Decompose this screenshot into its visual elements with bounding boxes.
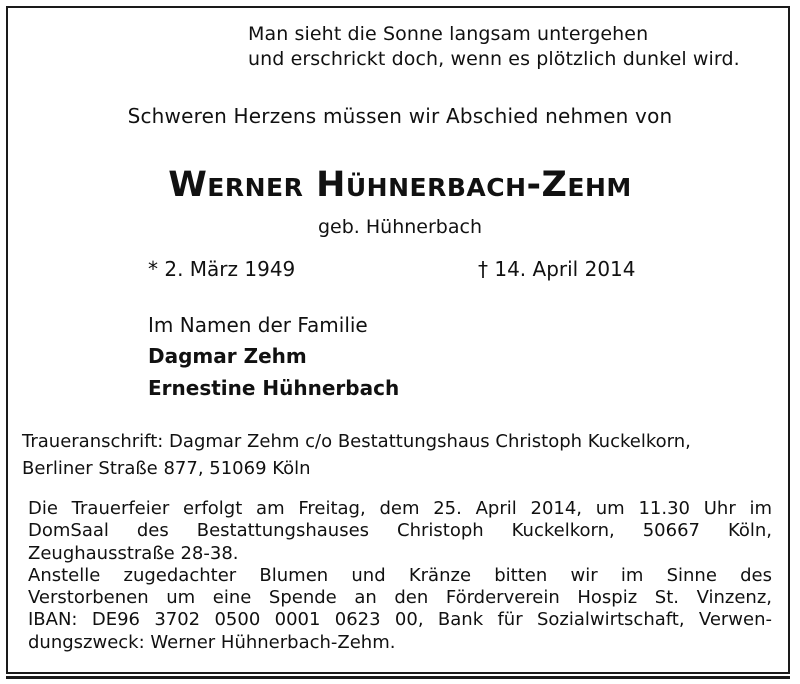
- deceased-name: Werner Hühnerbach-Zehm: [168, 165, 632, 205]
- address-line-1: Traueranschrift: Dagmar Zehm c/o Bestattungshaus Christoph Kuckelkorn,: [22, 431, 691, 452]
- family-member: Ernestine Hühnerbach: [148, 376, 400, 400]
- family-member: Dagmar Zehm: [148, 344, 307, 368]
- address-line-2: Berliner Straße 877, 51069 Köln: [22, 458, 311, 479]
- birth-name: geb. Hühnerbach: [318, 216, 482, 238]
- farewell-intro: Schweren Herzens müssen wir Abschied nehmen von: [127, 104, 673, 128]
- motto-line-1: Man sieht die Sonne langsam untergehen: [248, 23, 649, 45]
- info-line: DomSaal des Bestattungshauses Christoph Kuckelkorn, 50667 Köln,: [28, 520, 772, 542]
- info-line: Verstorbenen um eine Spende an den Förderverein Hospiz St. Vinzenz,: [28, 587, 772, 609]
- info-line: Zeughausstraße 28-38.: [28, 542, 239, 564]
- family-intro: Im Namen der Familie: [148, 313, 368, 337]
- info-line: dungszweck: Werner Hühnerbach-Zehm.: [28, 631, 396, 653]
- info-line: IBAN: DE96 3702 0500 0001 0623 00, Bank für Sozialwirtschaft, Verwen-: [28, 609, 772, 631]
- info-line: Die Trauerfeier erfolgt am Freitag, dem 25. April 2014, um 11.30 Uhr im: [28, 498, 772, 519]
- death-date: † 14. April 2014: [478, 257, 636, 281]
- motto-line-2: und erschrickt doch, wenn es plötzlich dunkel wird.: [248, 48, 740, 70]
- mourning-address: [22, 428, 691, 482]
- info-line: Anstelle zugedachter Blumen und Kränze bitten wir im Sinne des: [28, 564, 772, 586]
- notice-bottom-rule: [6, 676, 790, 679]
- motto-quote: [248, 22, 740, 72]
- ceremony-info: [28, 498, 772, 654]
- birth-date: * 2. März 1949: [148, 257, 296, 281]
